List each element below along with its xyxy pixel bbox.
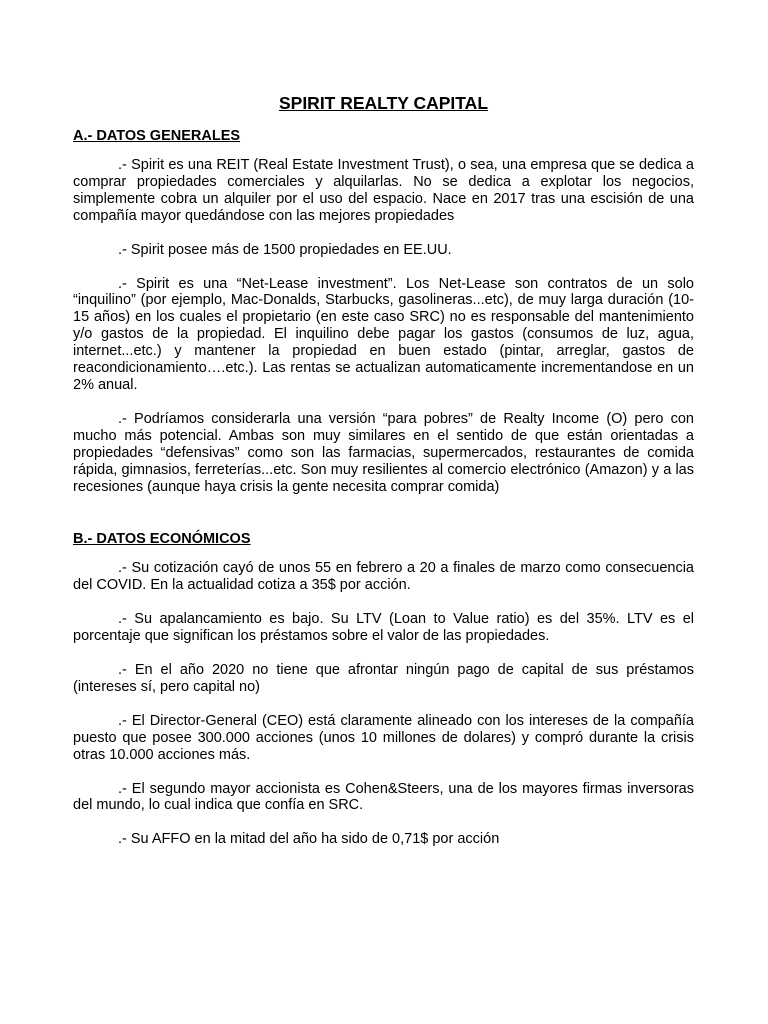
section-a-paragraph-3: .- Spirit es una “Net-Lease investment”. Los Net-Lease son contratos de un solo “inquilino” (por ejemplo, Mac-Donalds, Starbucks, gasolineras...etc), de muy larga duración (10-15 años) en los cuales el propietario (en este caso SRC) no es responsable del mantenimiento y/o gastos de la propiedad. El inquilino debe pagar los gastos (consumos de luz, agua, internet...etc.) y mantener la propiedad en buen estado (pintar, arreglar, gastos de reacondicionamiento….etc.). Las rentas se actualizan automaticamente incrementandose en un 2% anual. <box>73 275 694 393</box>
document-title: SPIRIT REALTY CAPITAL <box>278 93 489 113</box>
section-a-paragraph-1: .- Spirit es una REIT (Real Estate Investment Trust), o sea, una empresa que se dedica a comprar propiedades comerciales y alquilarlas. No se dedica a explotar los negocios, simplemente cobra un alquiler por el uso del espacio. Nace en 2017 tras una escisión de una compañía mayor quedándose con las mejores propiedades <box>73 157 694 224</box>
section-b-paragraph-2: .- Su apalancamiento es bajo. Su LTV (Loan to Value ratio) es del 35%. LTV es el porcentaje que significan los préstamos sobre el valor de las propiedades. <box>73 611 694 645</box>
section-a-paragraph-2: .- Spirit posee más de 1500 propiedades en EE.UU. <box>118 241 452 258</box>
section-b-paragraph-6: .- Su AFFO en la mitad del año ha sido de 0,71$ por acción <box>118 831 500 848</box>
section-b-paragraph-1: .- Su cotización cayó de unos 55 en febrero a 20 a finales de marzo como consecuencia del COVID. En la actualidad cotiza a 35$ por acción. <box>73 560 694 594</box>
section-spacer <box>73 512 694 530</box>
document-page <box>73 92 694 865</box>
section-a-paragraph-4: .- Podríamos considerarla una versión “para pobres” de Realty Income (O) pero con mucho más potencial. Ambas son muy similares en el sentido de que están orientadas a propiedades “defensivas” como son las farmacias, supermercados, restaurantes de comida rápida, gimnasios, ferreterías...etc. Son muy resilientes al comercio electrónico (Amazon) y a las recesiones (aunque haya crisis la gente necesita comprar comida) <box>73 410 694 495</box>
section-b-paragraph-3: .- En el año 2020 no tiene que afrontar ningún pago de capital de sus préstamos (intereses sí, pero capital no) <box>73 662 694 695</box>
section-b-heading: B.- DATOS ECONÓMICOS <box>73 531 251 548</box>
section-b-paragraph-4: .- El Director-General (CEO) está claramente alineado con los intereses de la compañía puesto que posee 300.000 acciones (unos 10 millones de dolares) y compró durante la crisis otras 10.000 acciones más. <box>73 712 694 763</box>
section-b-paragraph-5: .- El segundo mayor accionista es Cohen&Steers, una de los mayores firmas inversoras del mundo, lo cual indica que confía en SRC. <box>73 780 694 814</box>
section-a-heading: A.- DATOS GENERALES <box>73 128 241 144</box>
